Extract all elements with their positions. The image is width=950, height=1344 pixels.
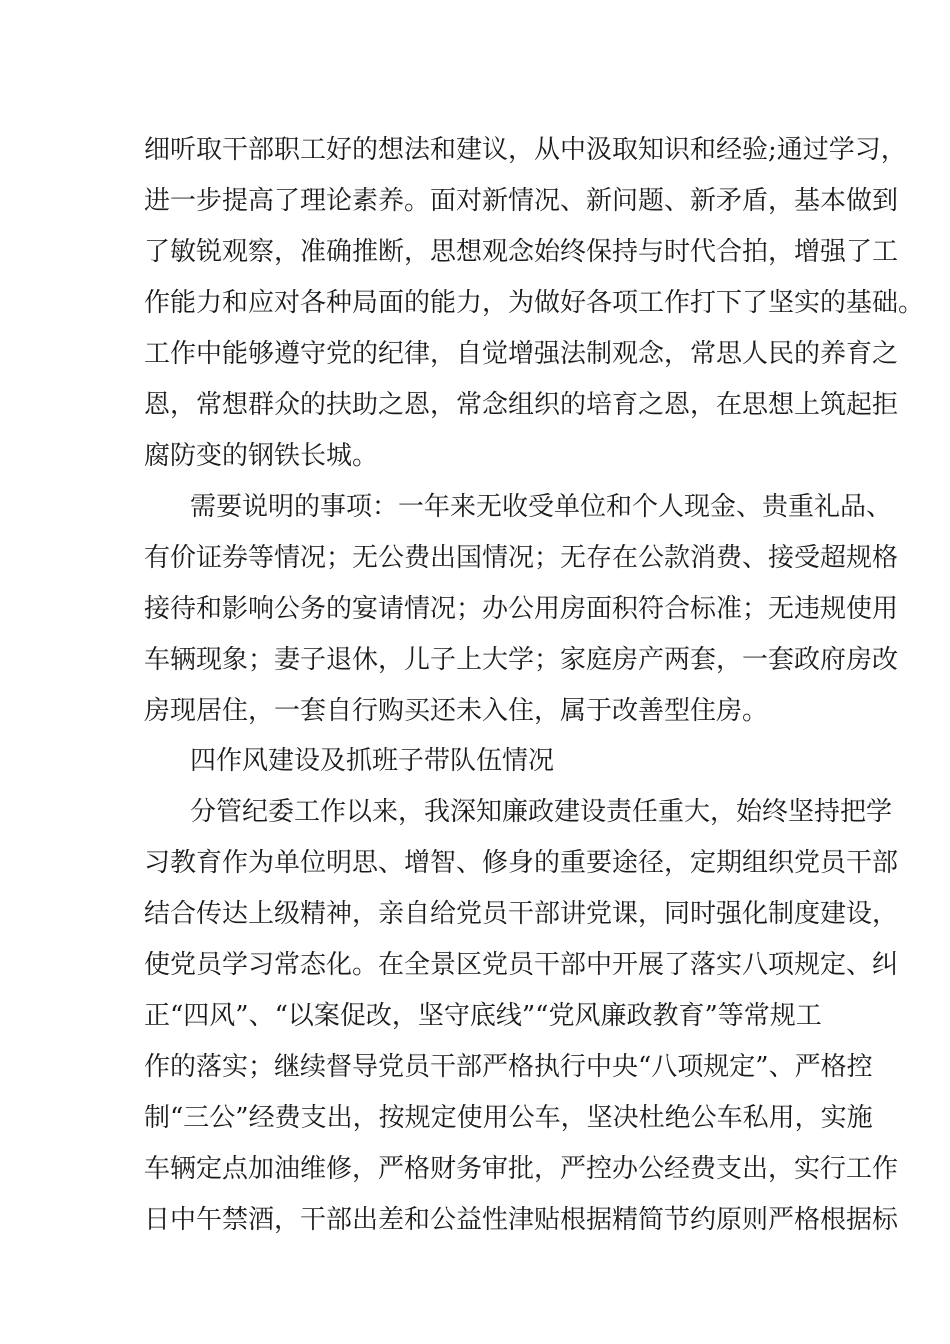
text-line-17: 使党员学习常态化。在全景区党员干部中开展了落实八项规定、纠	[144, 950, 899, 980]
text-line-19: 作的落实；继续督导党员干部严格执行中央“八项规定”、严格控	[144, 1052, 873, 1082]
text-line-11: 车辆现象；妻子退休，儿子上大学；家庭房产两套，一套政府房改	[144, 645, 899, 675]
paragraph-start-discipline: 分管纪委工作以来，我深知廉政建设责任重大，始终坚持把学	[190, 797, 893, 827]
text-line-1: 细听取干部职工好的想法和建议，从中汲取知识和经验;通过学习，	[144, 135, 907, 165]
text-line-18: 正“四风”、“以案促改，坚守底线”“党风廉政教育”等常规工	[144, 1001, 822, 1031]
text-line-9: 有价证券等情况；无公费出国情况；无存在公款消费、接受超规格	[144, 543, 899, 573]
text-line-4: 作能力和应对各种局面的能力，为做好各项工作打下了坚实的基础。	[144, 288, 925, 318]
text-line-22: 日中午禁酒，干部出差和公益性津贴根据精简节约原则严格根据标	[144, 1205, 899, 1235]
text-line-12: 房现居住，一套自行购买还未入住，属于改善型住房。	[144, 696, 769, 726]
text-line-20: 制“三公”经费支出，按规定使用公车，坚决杜绝公车私用，实施	[144, 1103, 873, 1133]
text-line-3: 了敏锐观察，准确推断，思想观念始终保持与时代合拍，增强了工	[144, 237, 899, 267]
text-line-2: 进一步提高了理论素养。面对新情况、新问题、新矛盾，基本做到	[144, 186, 899, 216]
paragraph-start-notes: 需要说明的事项：一年来无收受单位和个人现金、贵重礼品、	[190, 492, 893, 522]
text-line-6: 恩，常想群众的扶助之恩，常念组织的培育之恩，在思想上筑起拒	[144, 390, 899, 420]
text-line-7: 腐防变的钢铁长城。	[144, 441, 379, 471]
text-line-10: 接待和影响公务的宴请情况；办公用房面积符合标准；无违规使用	[144, 594, 899, 624]
text-line-21: 车辆定点加油维修，严格财务审批，严控办公经费支出，实行工作	[144, 1154, 899, 1184]
text-line-16: 结合传达上级精神，亲自给党员干部讲党课，同时强化制度建设，	[144, 899, 899, 929]
text-line-15: 习教育作为单位明思、增智、修身的重要途径，定期组织党员干部	[144, 848, 899, 878]
section-heading: 四作风建设及抓班子带队伍情况	[190, 746, 555, 776]
text-line-5: 工作中能够遵守党的纪律，自觉增强法制观念，常思人民的养育之	[144, 339, 899, 369]
